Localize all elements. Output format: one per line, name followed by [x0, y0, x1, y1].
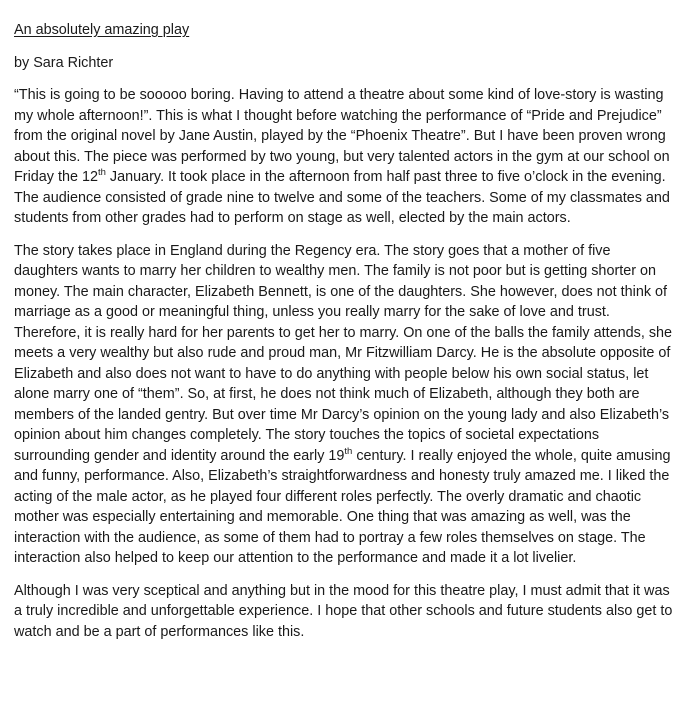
paragraph-text: century. I really enjoyed the whole, quite amusing and funny, performance. Also, Elizabeth’s straightforwardness and honesty truly amazed me. I liked the acting of the male actor, as he played four different roles perfectly. The overly dramatic and chaotic mother was especially entertaining and memorable. One thing that was amazing as well, was the interaction with the audience, as some of them had to portray a few roles themselves on stage. The interaction also helped to keep our attention to the performance and made it a lot livelier. [14, 447, 671, 566]
ordinal-suffix: th [98, 167, 106, 179]
author-byline: by Sara Richter [14, 54, 114, 71]
paragraph-conclusion [14, 581, 674, 643]
paragraph-text: January. It took place in the afternoon from half past three to five o’clock in the evening. The audience consisted of grade nine to twelve and some of the teachers. Some of my classmates and students from other grades had to perform on stage as well, elected by the main actors. [14, 169, 670, 226]
document-title: An absolutely amazing play [14, 22, 190, 38]
ordinal-suffix: th [344, 445, 353, 457]
paragraph-text: “This is going to be sooooo boring. Having to attend a theatre about some kind of love-story is wasting my whole afternoon!”. This is what I thought before watching the performance of “Pride and Prejudice” from the original novel by Jane Austin, played by the “Phoenix Theatre”. But I have been proven wrong about this. The piece was performed by two young, but very talented actors in the gym at our school on Friday the 12 [14, 87, 670, 185]
paragraph-text: Although I was very sceptical and anything but in the mood for this theatre play, I must admit that it was a truly incredible and unforgettable experience. I hope that other schools and future students also get to watch and be a part of performances like this. [14, 582, 673, 640]
paragraph-intro [14, 85, 674, 229]
paragraph-story [14, 241, 674, 569]
paragraph-text: The story takes place in England during the Regency era. The story goes that a mother of five daughters wants to marry her children to wealthy men. The family is not poor but is getting shorter on money. The main character, Elizabeth Bennett, is one of the daughters. She however, does not think of marriage as a good or meaningful thing, unless you really marry for the sake of love and trust. Therefore, it is really hard for her parents to get her to marry. On one of the balls the family attends, she meets a very wealthy but also rude and proud man, Mr Fitzwilliam Darcy. He is the absolute opposite of Elizabeth and also does not want to have to do anything with people below his own social status, let alone marry one of “them”. So, at first, he does not think much of Elizabeth, although they both are members of the landed gentry. But over time Mr Darcy’s opinion on the young lady and also Elizabeth’s opinion about him changes completely. The story touches the topics of societal expectations surrounding gender and identity around the early 19 [14, 242, 673, 464]
document-page [14, 20, 674, 654]
